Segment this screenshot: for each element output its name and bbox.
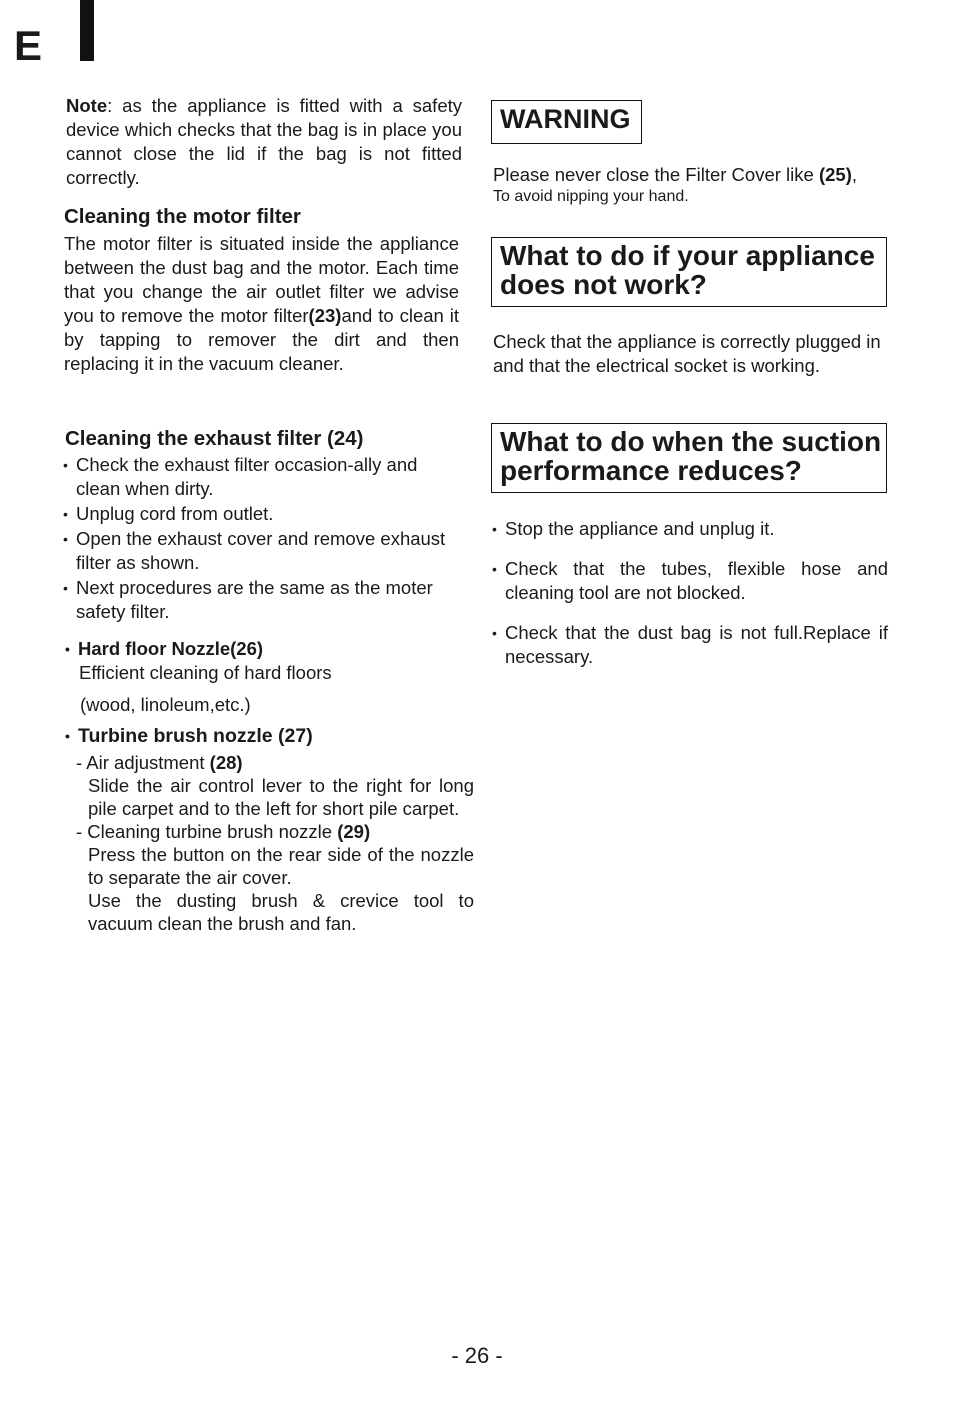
hard-floor-section bbox=[64, 637, 474, 717]
air-adjustment-text: Slide the air control lever to the right for long pile carpet and to the left for short pile carpet. bbox=[88, 775, 474, 819]
turbine-cleaning-ref: (29) bbox=[337, 821, 371, 842]
suction-bullet: • Check that the dust bag is not full.Replace if necessary. bbox=[491, 621, 888, 669]
motor-filter-paragraph bbox=[64, 232, 459, 376]
suction-title: What to do when the suction performance reduces? bbox=[500, 426, 882, 486]
exhaust-bullet: • Unplug cord from outlet. bbox=[62, 502, 462, 526]
hard-floor-line1: Efficient cleaning of hard floors bbox=[79, 662, 332, 683]
motor-filter-text-after: and to clean it by tapping to remover the dirt and then replacing it in the vacuum cleaner. bbox=[64, 305, 459, 374]
warning-line2: To avoid nipping your hand. bbox=[493, 188, 689, 205]
page-number: - 26 - bbox=[451, 1343, 503, 1368]
suction-bullet: • Check that the tubes, flexible hose and cleaning tool are not blocked. bbox=[491, 557, 888, 605]
turbine-cleaning-text2: Use the dusting brush & crevice tool to vacuum clean the brush and fan. bbox=[88, 890, 474, 934]
language-tab-letter: E bbox=[14, 22, 43, 69]
not-work-title: What to do if your appliance does not work? bbox=[500, 240, 875, 300]
turbine-section bbox=[64, 724, 474, 935]
warning-line1 bbox=[493, 163, 893, 187]
turbine-title: • Turbine brush nozzle (27) bbox=[64, 724, 474, 748]
note-paragraph bbox=[66, 94, 462, 190]
motor-filter-ref: (23) bbox=[308, 305, 342, 326]
not-work-box bbox=[491, 237, 887, 307]
suction-list bbox=[491, 517, 888, 669]
exhaust-bullet: • Check the exhaust filter occasion-ally and clean when dirty. bbox=[62, 453, 462, 501]
turbine-cleaning-label: - Cleaning turbine brush nozzle bbox=[76, 821, 338, 842]
warning-punct: , bbox=[851, 164, 857, 185]
motor-filter-text-before: The motor filter is situated inside the appliance between the dust bag and the motor. Each time that you change the air outlet filter we advise you to remove the motor filter bbox=[64, 233, 459, 326]
note-label: Note bbox=[66, 95, 108, 116]
air-adjustment-ref: (28) bbox=[209, 752, 243, 773]
warning-ref: (25) bbox=[818, 164, 852, 185]
motor-filter-heading: Cleaning the motor filter bbox=[64, 205, 301, 228]
exhaust-bullet: • Open the exhaust cover and remove exhaust filter as shown. bbox=[62, 527, 462, 575]
turbine-cleaning-label-line bbox=[64, 820, 474, 843]
exhaust-filter-list bbox=[62, 453, 462, 624]
language-tab-bar bbox=[80, 0, 94, 61]
not-work-text: Check that the appliance is correctly plugged in and that the electrical socket is working. bbox=[493, 331, 881, 376]
warning-text: Please never close the Filter Cover like bbox=[493, 164, 819, 185]
suction-bullet: • Stop the appliance and unplug it. bbox=[491, 517, 888, 541]
warning-box bbox=[491, 100, 642, 144]
hard-floor-title: • Hard floor Nozzle(26) bbox=[64, 637, 474, 661]
exhaust-filter-heading: Cleaning the exhaust filter (24) bbox=[65, 427, 364, 450]
air-adjustment-label-line bbox=[64, 751, 474, 774]
turbine-cleaning-text1: Press the button on the rear side of the nozzle to separate the air cover. bbox=[88, 844, 474, 888]
air-adjustment-label: - Air adjustment bbox=[76, 752, 210, 773]
exhaust-bullet: • Next procedures are the same as the moter safety filter. bbox=[62, 576, 462, 624]
suction-box bbox=[491, 423, 887, 493]
hard-floor-line2: (wood, linoleum,etc.) bbox=[80, 694, 251, 715]
note-text: : as the appliance is fitted with a safety device which checks that the bag is in place you cannot close the lid if the bag is not fitted correctly. bbox=[66, 95, 462, 188]
warning-title: WARNING bbox=[500, 104, 631, 134]
